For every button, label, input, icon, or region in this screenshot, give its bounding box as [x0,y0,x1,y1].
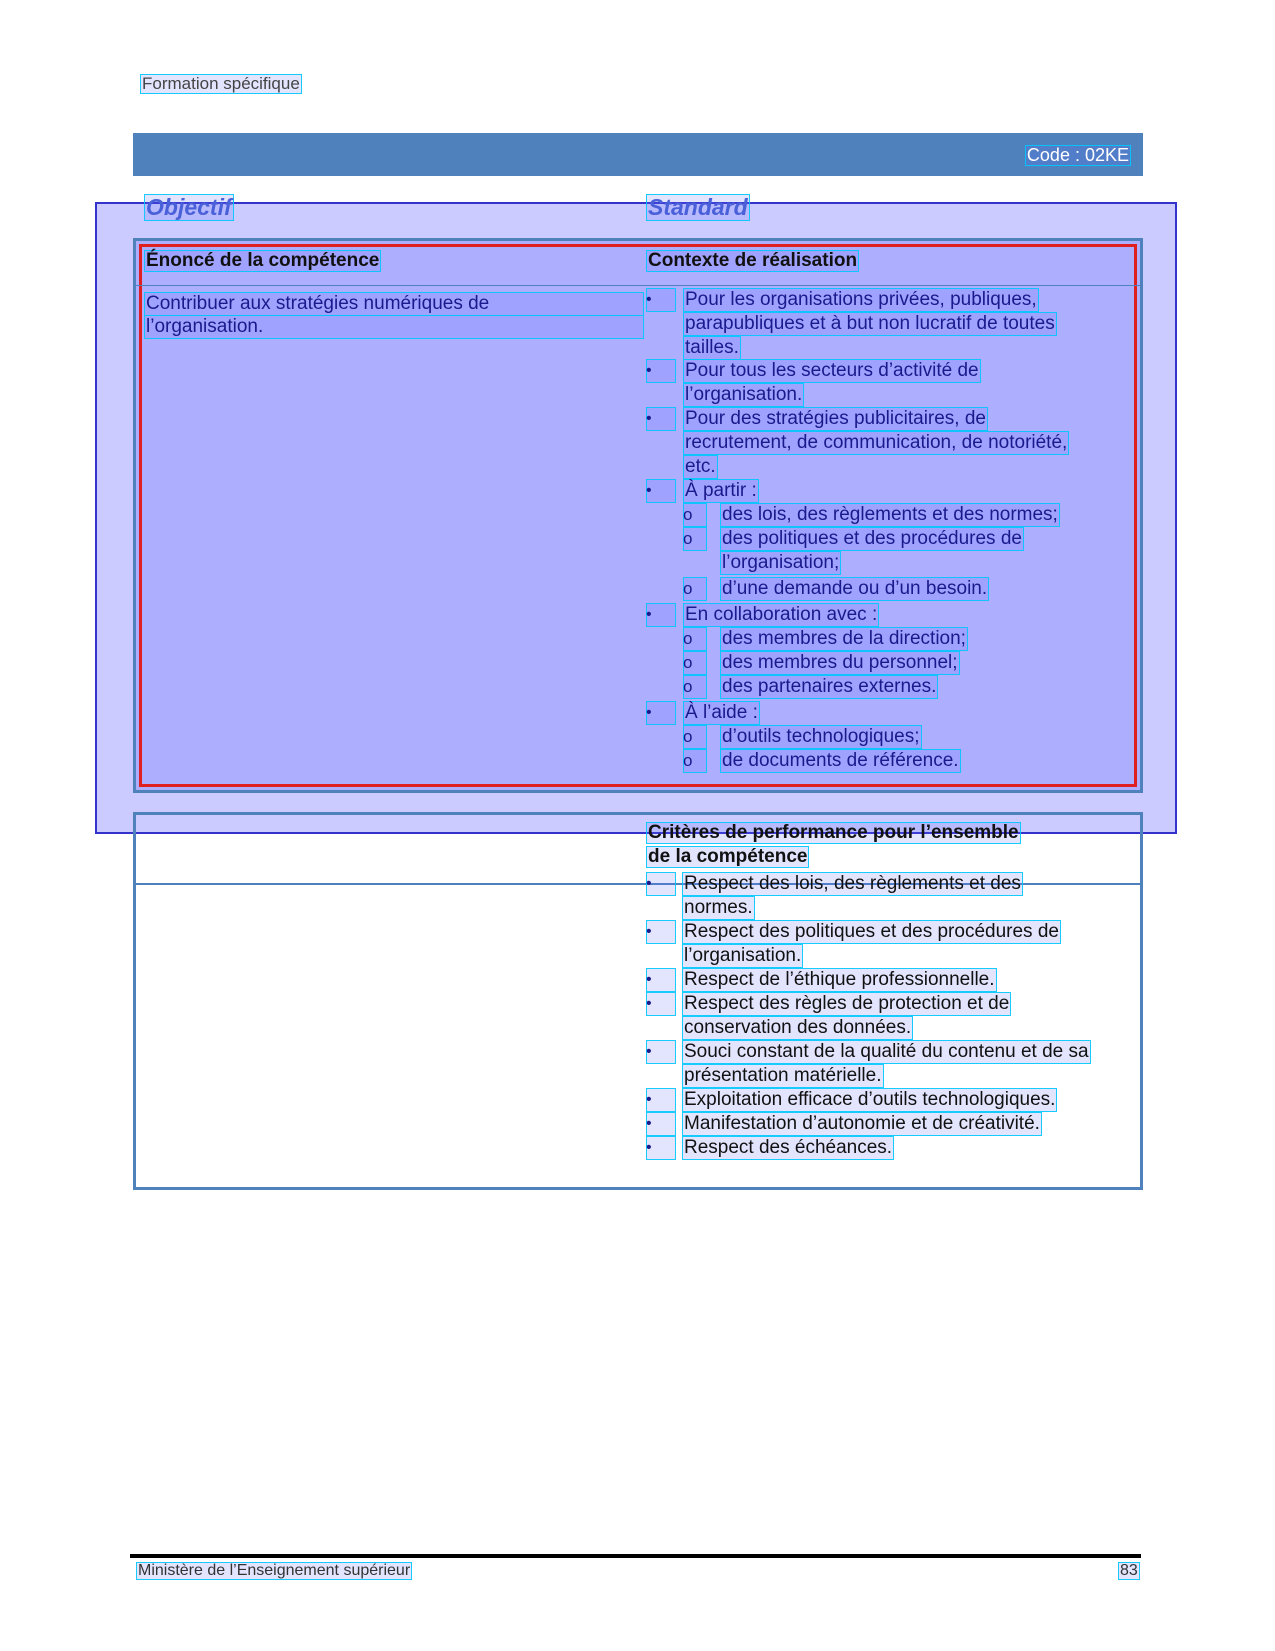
item-line: recrutement, de communication, de notoriété, [685,432,1068,453]
criteria-item [646,1112,1126,1136]
item-line: Respect des lois, des règlements et des [684,873,1021,894]
context-subitem [683,503,1103,527]
circle-bullet-icon: o [683,627,707,651]
criteria-item [646,1040,1126,1088]
competency-code: Code : 02KE [1026,145,1129,165]
context-item [646,359,1096,407]
header-rule [136,285,1140,286]
bullet-icon: • [646,872,676,896]
bullet-icon: • [646,359,676,383]
item-line: présentation matérielle. [684,1065,882,1086]
item-line: tailles. [685,337,739,358]
column-title-criteria-line-2: de la compétence [648,846,808,867]
statement-line-2: l’organisation. [144,315,644,339]
item-line: etc. [685,456,716,477]
column-title-criteria-line-1: Critères de performance pour l’ensemble [648,822,1019,843]
criteria-item [646,968,1126,992]
footer-rule [130,1554,1141,1558]
item-line: des membres du personnel; [722,652,958,673]
item-line: Respect des échéances. [684,1137,893,1158]
circle-bullet-icon: o [683,503,707,527]
column-title-statement: Énoncé de la compétence [146,250,380,271]
column-title-context: Contexte de réalisation [648,250,858,271]
item-line: d’une demande ou d’un besoin. [722,578,988,599]
bullet-icon: • [646,407,676,431]
item-line: l’organisation. [685,384,803,405]
item-line: Pour les organisations privées, publiques, [685,289,1037,310]
footer-ministry: Ministère de l’Enseignement supérieur [138,1562,411,1579]
context-item [646,288,1096,360]
context-item [646,603,1096,627]
item-line: parapubliques et à but non lucratif de toutes [685,313,1055,334]
item-line: Manifestation d’autonomie et de créativité. [684,1113,1040,1134]
item-line: Exploitation efficace d’outils technologiques. [684,1089,1056,1110]
bullet-icon: • [646,920,676,944]
item-line: conservation des données. [684,1017,912,1038]
item-line: l’organisation. [684,945,802,966]
context-subitem [683,725,1103,749]
statement-line-1: Contribuer aux stratégies numériques de [144,292,644,316]
item-line: des membres de la direction; [722,628,966,649]
context-subitem [683,651,1103,675]
bullet-icon: • [646,479,676,503]
circle-bullet-icon: o [683,725,707,749]
item-line: Respect des politiques et des procédures de [684,921,1059,942]
circle-bullet-icon: o [683,577,707,601]
bullet-icon: • [646,1088,676,1112]
context-item [646,407,1096,479]
section-title-standard: Standard [648,194,748,220]
item-line: d’outils technologiques; [722,726,920,747]
bullet-icon: • [646,603,676,627]
context-item [646,701,1096,725]
bullet-icon: • [646,1136,676,1160]
item-line: En collaboration avec : [685,604,878,625]
item-line: Respect de l’éthique professionnelle. [684,969,995,990]
context-item [646,479,1096,503]
item-line: des lois, des règlements et des normes; [722,504,1058,525]
item-line: Souci constant de la qualité du contenu et de sa [684,1041,1089,1062]
bullet-icon: • [646,992,676,1016]
context-subitem [683,527,1103,575]
circle-bullet-icon: o [683,675,707,699]
item-line: Pour tous les secteurs d’activité de [685,360,979,381]
circle-bullet-icon: o [683,651,707,675]
item-line: Pour des stratégies publicitaires, de [685,408,986,429]
page-number: 83 [1120,1562,1138,1579]
item-line: l’organisation; [722,552,840,573]
criteria-item [646,1088,1126,1112]
context-subitem [683,577,1103,601]
bullet-icon: • [646,701,676,725]
criteria-item [646,1136,1126,1160]
section-title-objectif: Objectif [146,194,232,220]
criteria-item [646,872,1126,920]
criteria-item [646,992,1126,1040]
criteria-item [646,920,1126,968]
code-banner [133,133,1143,176]
item-line: de documents de référence. [722,750,959,771]
context-subitem [683,749,1103,773]
bullet-icon: • [646,1040,676,1064]
item-line: À l’aide : [685,702,758,723]
running-head: Formation spécifique [142,74,300,93]
bullet-icon: • [646,288,676,312]
item-line: normes. [684,897,753,918]
item-line: Respect des règles de protection et de [684,993,1010,1014]
circle-bullet-icon: o [683,527,707,551]
context-subitem [683,627,1103,651]
item-line: des politiques et des procédures de [722,528,1022,549]
circle-bullet-icon: o [683,749,707,773]
item-line: À partir : [685,480,757,501]
bullet-icon: • [646,968,676,992]
bullet-icon: • [646,1112,676,1136]
context-subitem [683,675,1103,699]
item-line: des partenaires externes. [722,676,937,697]
